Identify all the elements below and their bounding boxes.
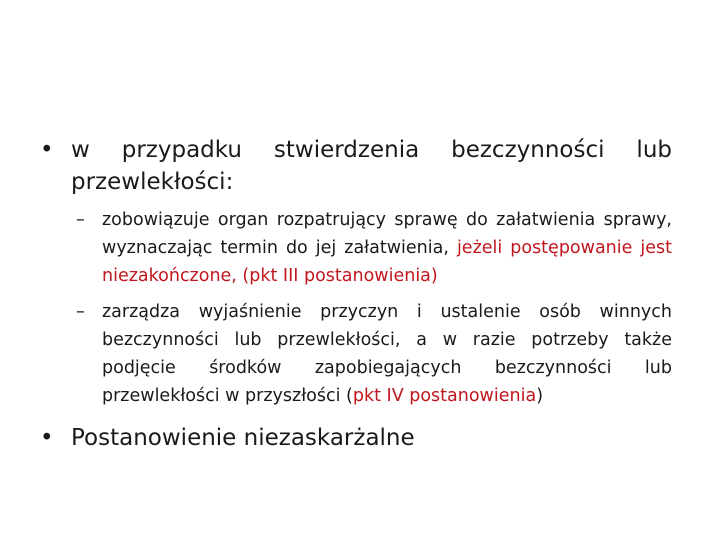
sub-item-1-text-plain: zobowiązuje organ rozpatrujący sprawę do załatwienia sprawy, wyznaczając termin do jej załatwienia, [102,210,672,258]
bullet-item-2 [40,422,672,454]
dash-icon: – [76,302,85,322]
sub-item-2-text-highlight: pkt IV postanowienia [352,386,537,406]
sub-item-1 [76,206,672,290]
bullet-icon: • [40,425,54,451]
bullet-text-2: Postanowienie niezaskarżalne [71,425,415,451]
sub-item-2 [76,298,672,410]
sub-item-2-text [102,298,672,410]
dash-icon: – [76,210,85,230]
sub-item-2-text-end: ) [536,386,544,406]
bullet-icon: • [40,137,54,163]
sub-item-1-text [102,206,672,290]
bullet-item-1 [40,134,672,198]
bullet-text-1: w przypadku stwierdzenia bezczynności lub przewlekłości: [71,137,672,195]
sub-item-2-text-plain: zarządza wyjaśnienie przyczyn i ustalenie osób winnych bezczynności lub przewlekłości, a w razie potrzeby także podjęcie środków zapobiegających bezczynności lub przewlekłości w przyszłości ( [102,302,672,406]
sub-item-1-text-highlight: jeżeli postępowanie jest niezakończone, (pkt III postanowienia) [102,238,673,286]
